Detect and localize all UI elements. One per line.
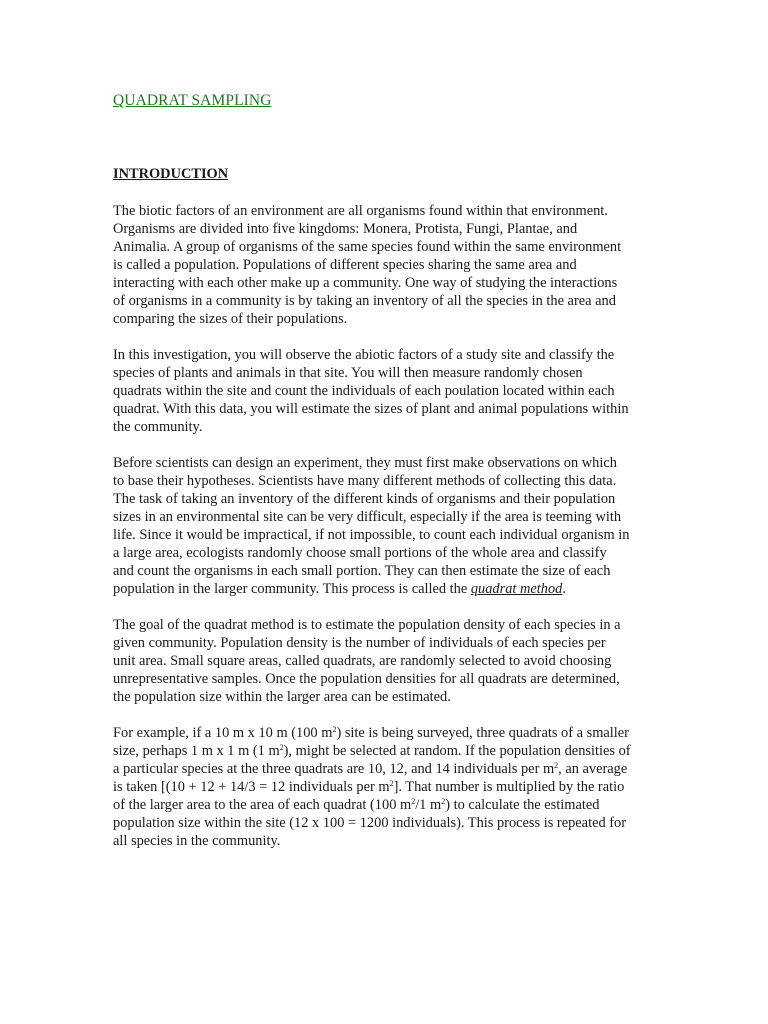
text-line: life. Since it would be impractical, if not impossible, to count each individual organism in <box>113 527 630 543</box>
text-line: the population size within the larger area can be estimated. <box>113 689 451 705</box>
text-segment: is taken [(10 + 12 + 14/3 = 12 individuals per m <box>113 779 390 795</box>
text-line: a large area, ecologists randomly choose small portions of the whole area and classify <box>113 545 607 561</box>
text-line: In this investigation, you will observe the abiotic factors of a study site and classify the <box>113 347 615 363</box>
text-line: Organisms are divided into five kingdoms: Monera, Protista, Fungi, Plantae, and <box>113 221 578 237</box>
text-segment: ]. That number is multiplied by the ratio <box>393 779 625 795</box>
text-line <box>113 778 658 796</box>
text-line: of organisms in a community is by taking an inventory of all the species in the area and <box>113 293 616 309</box>
document-title: QUADRAT SAMPLING <box>113 92 272 109</box>
text-segment: size, perhaps 1 m x 1 m (1 m <box>113 743 280 759</box>
text-segment: of the larger area to the area of each quadrat (100 m <box>113 797 412 813</box>
text-line: The goal of the quadrat method is to estimate the population density of each species in a <box>113 617 621 633</box>
text-line: Before scientists can design an experiment, they must first make observations on which <box>113 455 617 471</box>
text-line: given community. Population density is the number of individuals of each species per <box>113 635 606 651</box>
paragraph-hypotheses <box>113 454 658 598</box>
text-line <box>113 760 658 778</box>
text-segment: population in the larger community. This process is called the <box>113 581 471 597</box>
text-line: unrepresentative samples. Once the population densities for all quadrats are determined, <box>113 671 620 687</box>
text-line: to base their hypotheses. Scientists have many different methods of collecting this data. <box>113 473 617 489</box>
paragraph-goal <box>113 616 658 706</box>
text-segment: , an average <box>558 761 628 777</box>
paragraph-investigation <box>113 346 658 436</box>
text-line <box>113 742 658 760</box>
text-segment: /1 m <box>415 797 442 813</box>
superscript: 2 <box>554 761 559 770</box>
text-segment: . <box>562 581 566 597</box>
superscript: 2 <box>279 743 284 752</box>
text-line: all species in the community. <box>113 833 281 849</box>
quadrat-method-term: quadrat method <box>470 581 563 597</box>
text-line: is called a population. Populations of different species sharing the same area and <box>113 257 577 273</box>
text-line: sizes in an environmental site can be very difficult, especially if the area is teeming with <box>113 509 622 525</box>
superscript: 2 <box>411 797 416 806</box>
text-line: The task of taking an inventory of the different kinds of organisms and their population <box>113 491 616 507</box>
text-segment: ), might be selected at random. If the population densities of <box>283 743 631 759</box>
text-segment: ) site is being surveyed, three quadrats of a smaller <box>336 725 629 741</box>
text-line: quadrats within the site and count the individuals of each poulation located within each <box>113 383 615 399</box>
text-line: interacting with each other make up a community. One way of studying the interactions <box>113 275 618 291</box>
text-segment: For example, if a 10 m x 10 m (100 m <box>113 725 333 741</box>
text-line: species of plants and animals in that site. You will then measure randomly chosen <box>113 365 583 381</box>
section-heading-introduction: INTRODUCTION <box>113 166 229 182</box>
text-segment: ) to calculate the estimated <box>445 797 600 813</box>
text-line: quadrat. With this data, you will estimate the sizes of plant and animal populations within <box>113 401 629 417</box>
text-line <box>113 796 658 814</box>
text-line: unit area. Small square areas, called quadrats, are randomly selected to avoid choosing <box>113 653 612 669</box>
text-line: population size within the site (12 x 100 = 1200 individuals). This process is repeated for <box>113 815 627 831</box>
superscript: 2 <box>441 797 446 806</box>
paragraph-example <box>113 724 658 850</box>
superscript: 2 <box>389 779 394 788</box>
text-line: Animalia. A group of organisms of the same species found within the same environment <box>113 239 622 255</box>
text-line <box>113 724 658 742</box>
superscript: 2 <box>332 725 337 734</box>
text-line: the community. <box>113 419 203 435</box>
paragraph-biotic-factors <box>113 202 658 328</box>
text-line: The biotic factors of an environment are all organisms found within that environment. <box>113 203 608 219</box>
document-body <box>113 202 658 868</box>
text-line: comparing the sizes of their populations. <box>113 311 348 327</box>
text-line: and count the organisms in each small portion. They can then estimate the size of each <box>113 563 611 579</box>
text-segment: a particular species at the three quadrats are 10, 12, and 14 individuals per m <box>113 761 555 777</box>
text-line <box>113 580 658 598</box>
